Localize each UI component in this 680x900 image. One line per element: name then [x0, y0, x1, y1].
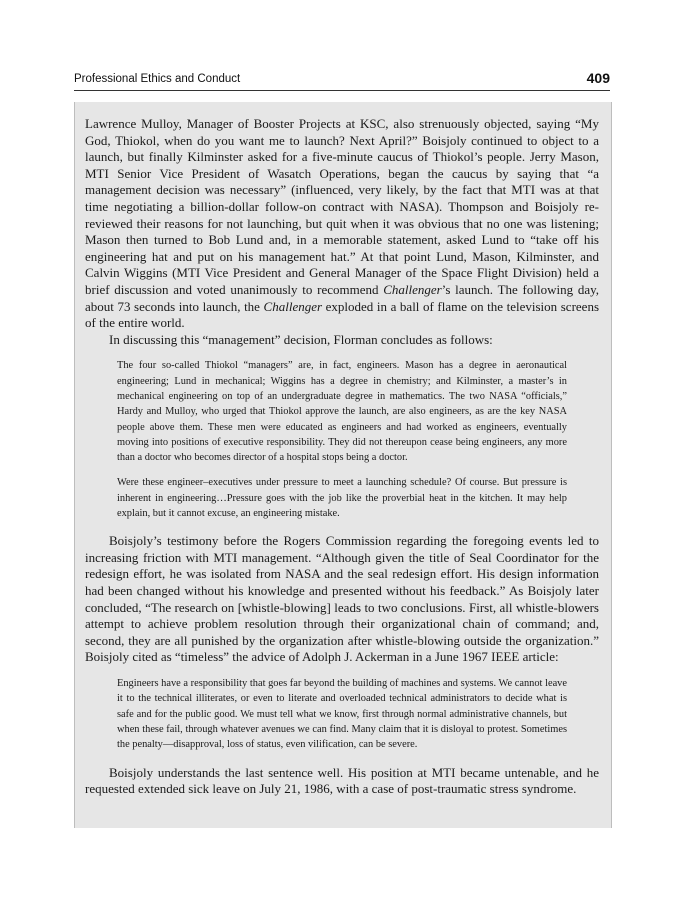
- sidebar-content: [85, 116, 599, 798]
- paragraph-mulloy: Lawrence Mulloy, Manager of Booster Projects at KSC, also strenuously objected, saying “My God, Thiokol, when do you want me to launch? Next April?” Boisjoly continued to object to a launch, but finally Kilminster asked for a five-minute caucus of Thiokol’s people. Jerry Mason, MTI Senior Vice President of Wasatch Operations, began the caucus by saying that “a management decision was necessary” (influenced, very likely, by the fact that MTI was at that time negotiating a billion-dollar follow-on contract with NASA). Thompson and Boisjoly re-reviewed their reasons for not launching, but quit when it was obvious that no one was listening; Mason then turned to Bob Lund and, in a memorable statement, asked Lund to “take off his engineering hat and put on his management hat.” At that point Lund, Mason, Kilminster, and Calvin Wiggins (MTI Vice President and General Manager of the Space Flight Division) held a brief discussion and voted unanimously to recommend Challenger’s launch. The following day, about 73 seconds into launch, the Challenger exploded in a ball of flame on the television screens of the entire world.: [85, 116, 600, 331]
- paragraph-florman-intro: In discussing this “management” decision, Florman concludes as follows:: [109, 331, 493, 347]
- challenger-italic: Challenger: [383, 281, 442, 297]
- running-head-title: Professional Ethics and Conduct: [74, 73, 241, 85]
- block-quote-ackerman: Engineers have a responsibility that goes far beyond the building of machines and systems. We cannot leave it to the technical illiterates, or even to literate and overloaded technical administrators to decide what is safe and for the public good. We must tell what we know, first through normal administrative channels, but when these fail, through whatever avenues we can find. Many claim that it is disloyal to protest. Sometimes the penalty—disapproval, loss of status, even vilification, can be severe.: [117, 678, 567, 751]
- challenger-italic: Challenger: [263, 298, 323, 314]
- paragraph-boisjoly-leave: Boisjoly understands the last sentence well. His position at MTI became untenable, and he requested extended sick leave on July 21, 1986, with a case of post-traumatic stress syndrome.: [85, 764, 599, 797]
- block-quote-florman-1: The four so-called Thiokol “managers” are, in fact, engineers. Mason has a degree in aeronautical engineering; Lund in mechanical; Wiggins has a degree in chemistry; and Kilminster, a master’s in mechanical engineering on top of an undergraduate degree in mathematics. The two NASA “officials,” Hardy and Mulloy, who urged that Thiokol approve the launch, are also engineers, as are the key NASA people above them. These men were educated as engineers and had worked as engineers, eventually moving into positions of executive responsibility. They did not thereupon cease being engineers, any more than a doctor who becomes director of a hospital stops being a doctor.: [117, 360, 567, 464]
- paragraph-boisjoly-testimony: Boisjoly’s testimony before the Rogers Commission regarding the foregoing events led to increasing friction with MTI management. “Although given the title of Seal Coordinator for the redesign effort, he was isolated from NASA and the seal redesign effort. His design information had been changed without his knowledge and presented without his feedback.” As Boisjoly later concluded, “The research on [whistle-blowing] leads to two conclusions. First, all whistle-blowers attempt to achieve problem resolution through their organizational chain of command; and, second, they are all punished by the organization after whistle-blowing outside the organization.” Boisjoly cited as “timeless” the advice of Adolph J. Ackerman in a June 1967 IEEE article:: [85, 533, 599, 665]
- page-number: 409: [586, 70, 610, 86]
- block-quote-florman-2: Were these engineer–executives under pressure to meet a launching schedule? Of course. But pressure is inherent in engineering…Pressure goes with the job like the proverbial heat in the kitchen. It may help explain, but it cannot excuse, an engineering mistake.: [117, 477, 567, 519]
- running-header: [74, 70, 610, 91]
